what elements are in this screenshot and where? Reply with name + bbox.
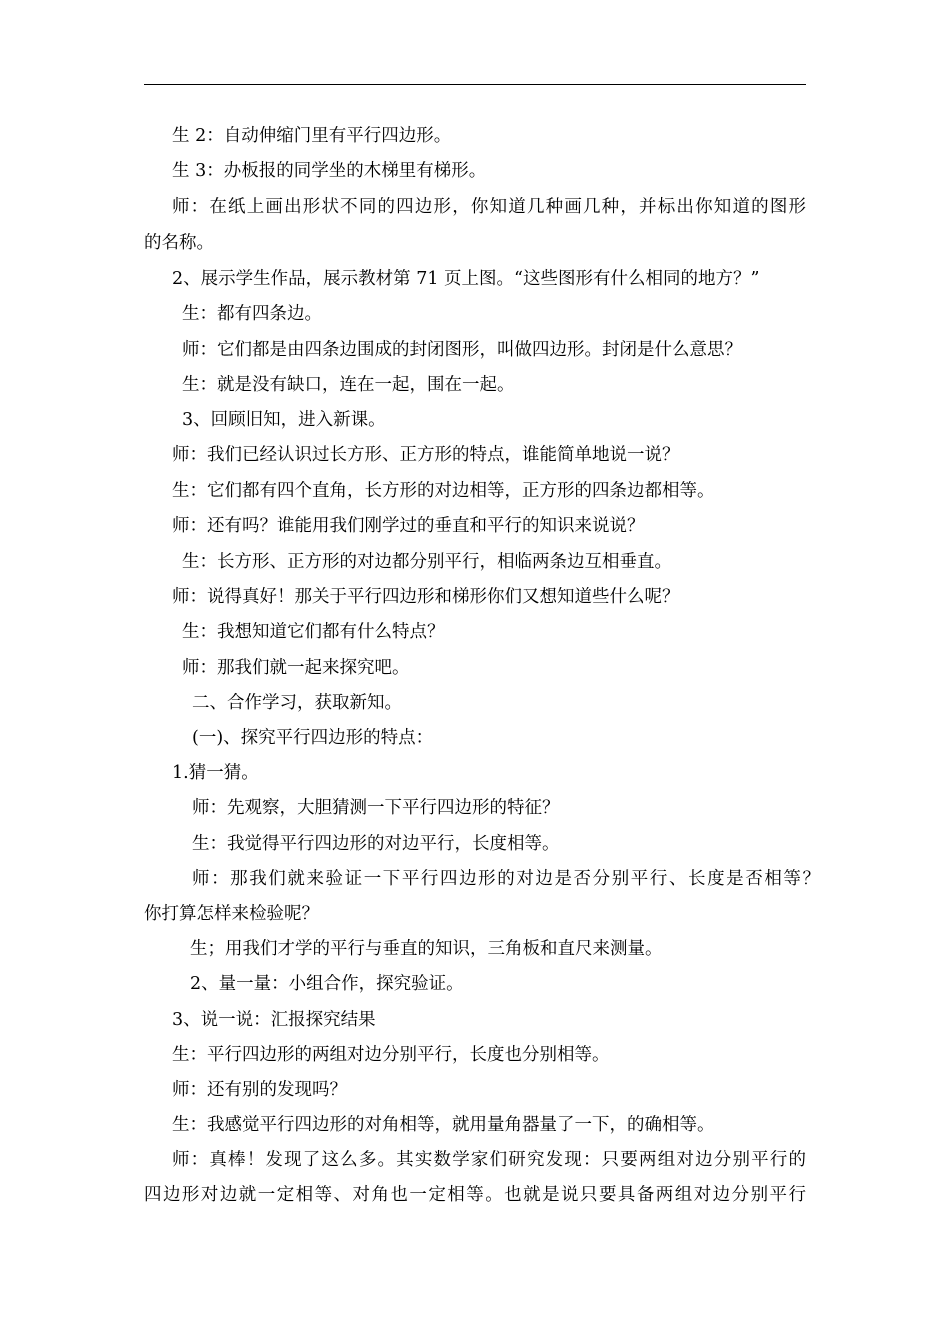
paragraph-line: 师：还有吗？谁能用我们刚学过的垂直和平行的知识来说说？: [172, 516, 645, 536]
paragraph-line: 你打算怎样来检验呢？: [144, 904, 319, 924]
paragraph-line: 的名称。: [144, 233, 214, 253]
paragraph-line: 生：平行四边形的两组对边分别平行，长度也分别相等。: [172, 1045, 610, 1065]
paragraph-line: 生：我觉得平行四边形的对边平行，长度相等。: [192, 834, 560, 854]
paragraph-line: 生 3：办板报的同学坐的木梯里有梯形。: [172, 161, 487, 181]
paragraph-line: 生：长方形、正方形的对边都分别平行，相临两条边互相垂直。: [182, 552, 672, 572]
section-heading: 二、合作学习，获取新知。: [192, 693, 402, 713]
paragraph-line: 四边形对边就一定相等、对角也一定相等。也就是说只要具备两组对边分别平行: [144, 1185, 806, 1205]
paragraph-line: 3、回顾旧知，进入新课。: [182, 410, 386, 430]
paragraph-line: 师：真棒！发现了这么多。其实数学家们研究发现：只要两组对边分别平行的: [172, 1150, 806, 1170]
paragraph-line: 师：在纸上画出形状不同的四边形，你知道几种画几种，并标出你知道的图形: [172, 197, 806, 217]
paragraph-line: 生；用我们才学的平行与垂直的知识，三角板和直尺来测量。: [190, 939, 663, 959]
paragraph-line: 生：就是没有缺口，连在一起，围在一起。: [182, 375, 515, 395]
paragraph-line: 师：那我们就一起来探究吧。: [182, 658, 410, 678]
paragraph-line: 师：先观察，大胆猜测一下平行四边形的特征？: [192, 798, 560, 818]
paragraph-line: 2、展示学生作品，展示教材第 71 页上图。“这些图形有什么相同的地方？”: [172, 269, 760, 289]
paragraph-line: 生：我想知道它们都有什么特点？: [182, 622, 445, 642]
paragraph-line: 师：还有别的发现吗？: [172, 1080, 347, 1100]
paragraph-line: 生：我感觉平行四边形的对角相等，就用量角器量了一下，的确相等。: [172, 1115, 715, 1135]
header-rule: [144, 84, 806, 85]
paragraph-line: 师：我们已经认识过长方形、正方形的特点，谁能简单地说一说？: [172, 445, 680, 465]
paragraph-line: 1.猜一猜。: [172, 763, 259, 783]
paragraph-line: 3、说一说：汇报探究结果: [172, 1010, 376, 1030]
paragraph-line: 生：都有四条边。: [182, 304, 322, 324]
paragraph-line: 生 2：自动伸缩门里有平行四边形。: [172, 126, 452, 146]
subsection-heading: (一)、探究平行四边形的特点：: [192, 728, 434, 748]
paragraph-line: 2、量一量：小组合作，探究验证。: [190, 974, 464, 994]
paragraph-line: 师：说得真好！那关于平行四边形和梯形你们又想知道些什么呢？: [172, 587, 680, 607]
paragraph-line: 师：那我们就来验证一下平行四边形的对边是否分别平行、长度是否相等？: [192, 869, 820, 889]
paragraph-line: 生：它们都有四个直角，长方形的对边相等，正方形的四条边都相等。: [172, 481, 715, 501]
paragraph-line: 师：它们都是由四条边围成的封闭图形，叫做四边形。封闭是什么意思？: [182, 340, 742, 360]
